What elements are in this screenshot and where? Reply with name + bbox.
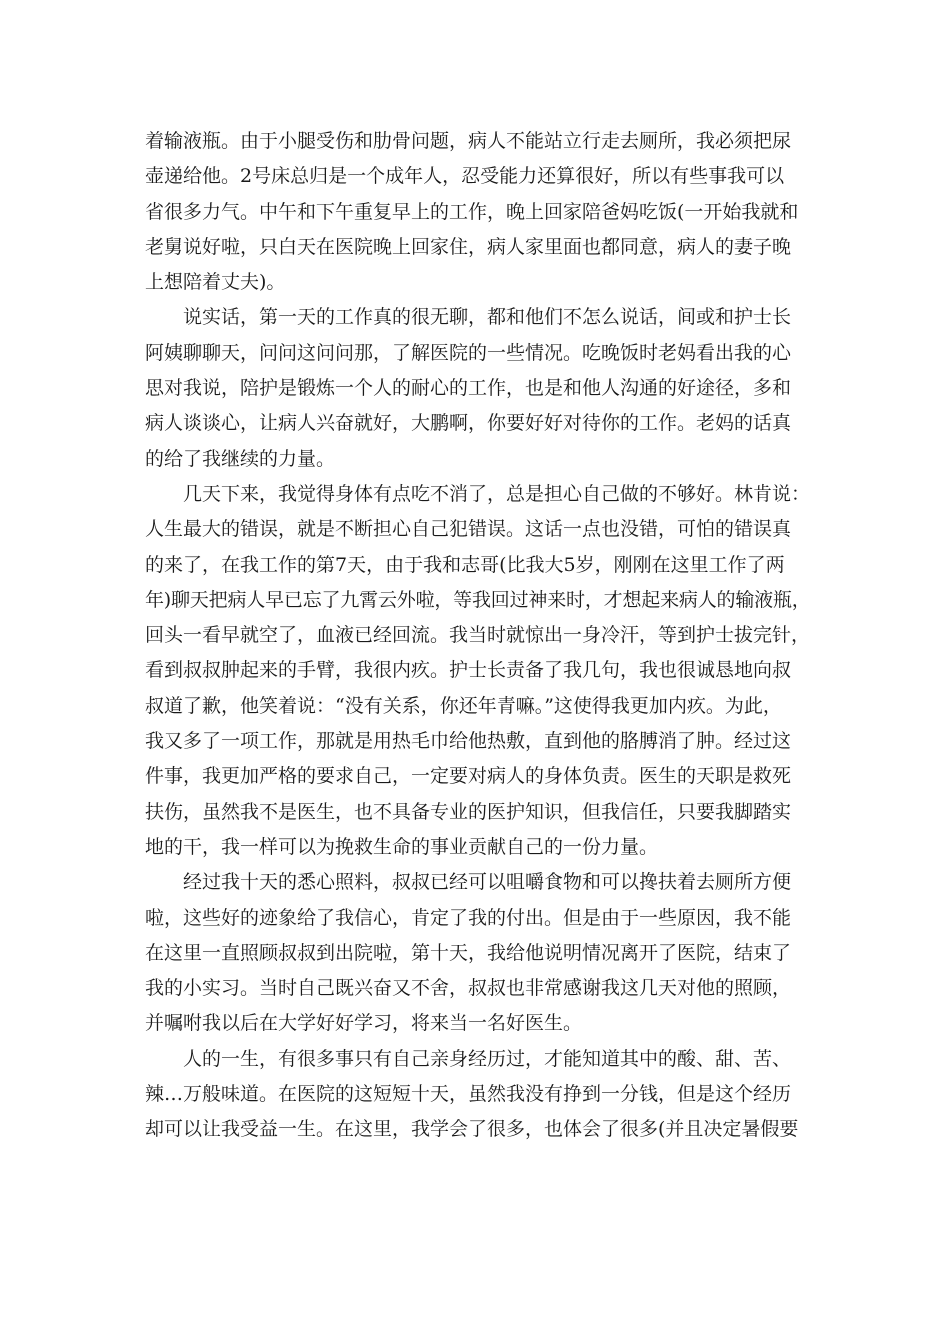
text-line: 省很多力气。中午和下午重复早上的工作，晚上回家陪爸妈吃饭(一开始我就和 — [145, 200, 799, 223]
text-line: 啦，这些好的迹象给了我信心，肯定了我的付出。但是由于一些原因，我不能 — [145, 906, 792, 929]
text-line: 上想陪着丈夫)。 — [145, 271, 286, 294]
text-line: 老舅说好啦，只白天在医院晚上回家住，病人家里面也都同意，病人的妻子晚 — [145, 235, 792, 258]
text-line: 壶递给他。2号床总归是一个成年人，忍受能力还算很好，所以有些事我可以 — [145, 165, 785, 188]
text-line: 地的干，我一样可以为挽救生命的事业贡献自己的一份力量。 — [145, 835, 659, 858]
text-line: 却可以让我受益一生。在这里，我学会了很多，也体会了很多(并且决定暑假要 — [145, 1118, 799, 1141]
text-line: 的给了我继续的力量。 — [145, 447, 336, 470]
text-line: 人生最大的错误，就是不断担心自己犯错误。这话一点也没错，可怕的错误真 — [145, 518, 792, 541]
text-line: 件事，我更加严格的要求自己，一定要对病人的身体负责。医生的天职是救死 — [145, 765, 792, 788]
text-line: 在这里一直照顾叔叔到出院啦，第十天，我给他说明情况离开了医院，结束了 — [145, 941, 792, 964]
text-line: 年)聊天把病人早已忘了九霄云外啦，等我回过神来时，才想起来病人的输液瓶， — [145, 588, 811, 611]
text-line: 回头一看早就空了，血液已经回流。我当时就惊出一身冷汗，等到护士拔完针， — [145, 624, 811, 647]
text-line: 着输液瓶。由于小腿受伤和肋骨问题，病人不能站立行走去厕所，我必须把尿 — [145, 130, 792, 152]
text-line: 叔道了歉，他笑着说：“没有关系，你还年青嘛。”这使得我更加内疚。为此， — [145, 694, 782, 717]
text-line: 思对我说，陪护是锻炼一个人的耐心的工作，也是和他人沟通的好途径，多和 — [145, 377, 792, 400]
text-line: 扶伤，虽然我不是医生，也不具备专业的医护知识，但我信任，只要我脚踏实 — [145, 800, 792, 823]
text-line: 病人谈谈心，让病人兴奋就好，大鹏啊，你要好好对待你的工作。老妈的话真 — [145, 412, 792, 435]
text-line: 看到叔叔肿起来的手臂，我很内疚。护士长责备了我几句，我也很诚恳地向叔 — [145, 659, 792, 682]
text-line: 人的一生，有很多事只有自己亲身经历过，才能知道其中的酸、甜、苦、 — [183, 1047, 792, 1070]
text-line: 并嘱咐我以后在大学好好学习，将来当一名好医生。 — [145, 1012, 583, 1035]
text-line: 我又多了一项工作，那就是用热毛巾给他热敷，直到他的胳膊消了肿。经过这 — [145, 730, 792, 753]
text-line: 辣…万般味道。在医院的这短短十天，虽然我没有挣到一分钱，但是这个经历 — [145, 1083, 792, 1106]
text-line: 我的小实习。当时自己既兴奋又不舍，叔叔也非常感谢我这几天对他的照顾， — [145, 977, 792, 1000]
text-line: 阿姨聊聊天，问问这问问那，了解医院的一些情况。吃晚饭时老妈看出我的心 — [145, 341, 792, 364]
text-line: 的来了，在我工作的第7天，由于我和志哥(比我大5岁，刚刚在这里工作了两 — [145, 553, 785, 576]
text-line: 说实话，第一天的工作真的很无聊，都和他们不怎么说话，间或和护士长 — [183, 306, 792, 329]
text-line: 几天下来，我觉得身体有点吃不消了，总是担心自己做的不够好。林肯说： — [183, 482, 811, 505]
document-body — [145, 124, 810, 1148]
text-line: 经过我十天的悉心照料，叔叔已经可以咀嚼食物和可以搀扶着去厕所方便 — [183, 871, 792, 894]
